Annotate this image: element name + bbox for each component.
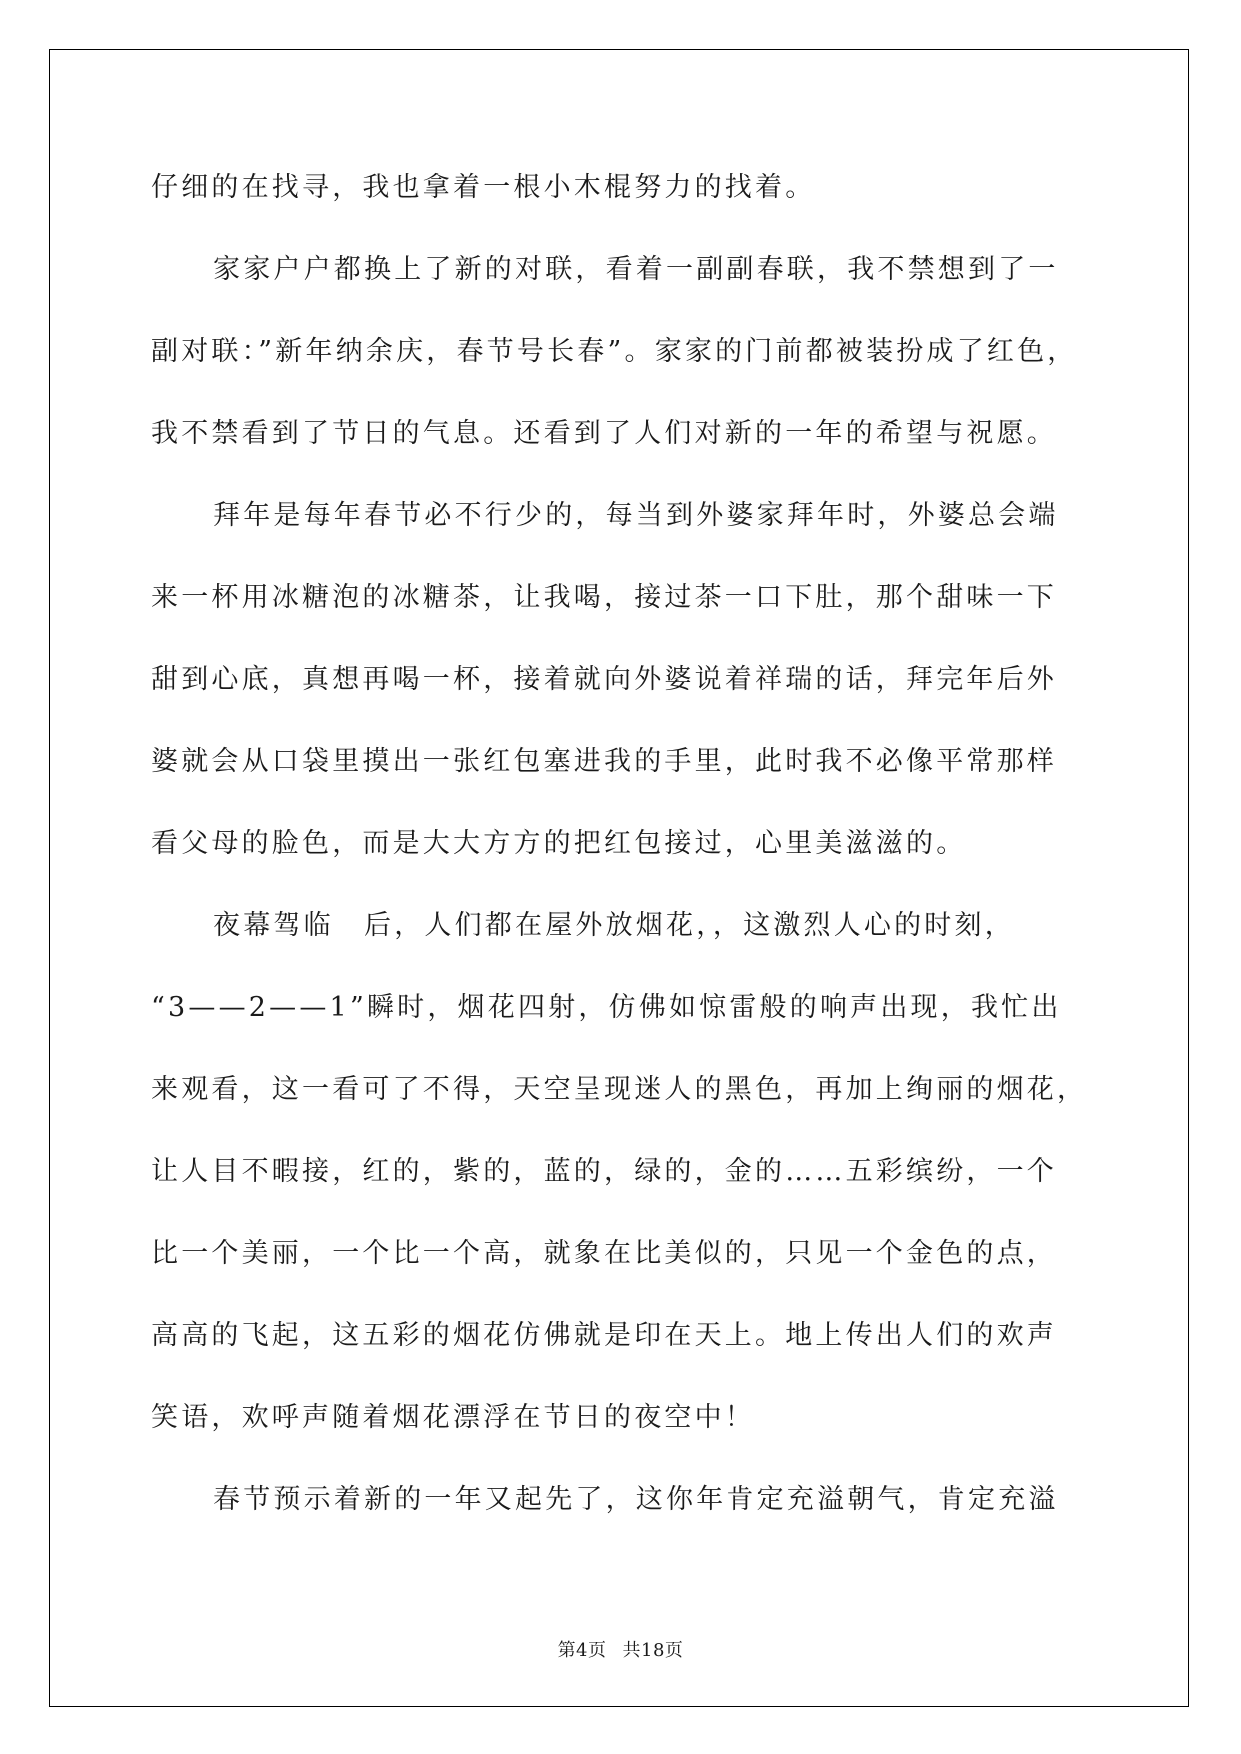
body-line: 高高的飞起，这五彩的烟花仿佛就是印在天上。地上传出人们的欢声 <box>151 1320 1057 1351</box>
body-line: 看父母的脸色，而是大大方方的把红包接过，心里美滋滋的。 <box>151 828 967 859</box>
body-line: “3——2——1”瞬时，烟花四射，仿佛如惊雷般的响声出现，我忙出 <box>151 992 1062 1023</box>
page-footer <box>0 1636 1241 1662</box>
page-number: 第4页 <box>557 1640 607 1661</box>
body-line: 笑语，欢呼声随着烟花漂浮在节日的夜空中！ <box>151 1402 755 1433</box>
body-line: 婆就会从口袋里摸出一张红包塞进我的手里，此时我不必像平常那样 <box>151 746 1057 777</box>
body-line: 来观看，这一看可了不得，天空呈现迷人的黑色，再加上绚丽的烟花， <box>151 1074 1088 1105</box>
body-line: 来一杯用冰糖泡的冰糖茶，让我喝，接过茶一口下肚，那个甜味一下 <box>151 582 1057 613</box>
paragraph-start-line: 春节预示着新的一年又起先了，这你年肯定充溢朝气，肯定充溢 <box>213 1484 1059 1515</box>
body-line: 副对联：”新年纳余庆，春节号长春”。家家的门前都被装扮成了红色， <box>151 336 1078 367</box>
body-line: 仔细的在找寻，我也拿着一根小木棍努力的找着。 <box>151 172 816 203</box>
page-border <box>49 49 1189 1707</box>
body-line: 我不禁看到了节日的气息。还看到了人们对新的一年的希望与祝愿。 <box>151 418 1057 449</box>
paragraph-start-line: 拜年是每年春节必不行少的，每当到外婆家拜年时，外婆总会端 <box>213 500 1059 531</box>
body-line: 让人目不暇接，红的，紫的，蓝的，绿的，金的……五彩缤纷，一个 <box>151 1156 1057 1187</box>
body-line: 甜到心底，真想再喝一杯，接着就向外婆说着祥瑞的话，拜完年后外 <box>151 664 1057 695</box>
body-line: 比一个美丽，一个比一个高，就象在比美似的，只见一个金色的点， <box>151 1238 1057 1269</box>
paragraph-start-line: 家家户户都换上了新的对联，看着一副副春联，我不禁想到了一 <box>213 254 1059 285</box>
total-pages: 共18页 <box>622 1640 684 1661</box>
paragraph-start-line: 夜幕驾临 后，人们都在屋外放烟花，，这激烈人心的时刻， <box>213 910 1015 941</box>
